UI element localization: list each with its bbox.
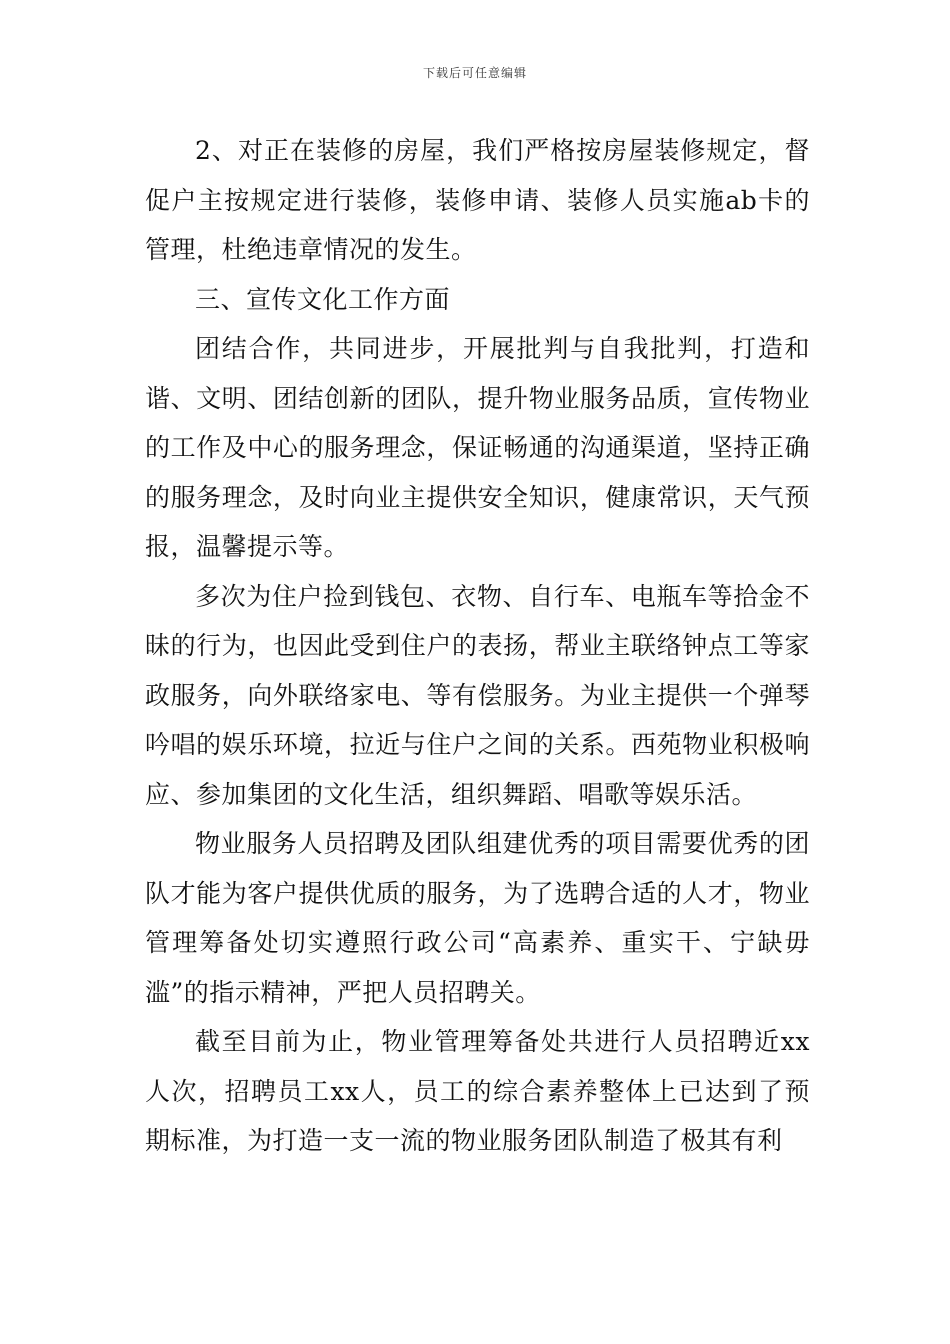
page-header-note: 下载后可任意编辑 <box>422 66 527 80</box>
paragraph-renovation: 2、对正在装修的房屋，我们严格按房屋装修规定，督促户主按规定进行装修，装修申请、装修人员实施ab卡的管理，杜绝违章情况的发生。 <box>145 136 810 264</box>
paragraph-recruitment-progress: 截至目前为止，物业管理筹备处共进行人员招聘近xx人次，招聘员工xx人，员工的综合素养整体上已达到了预期标准，为打造一支一流的物业服务团队制造了极其有利 <box>145 1027 810 1155</box>
section-heading-culture: 三、宣传文化工作方面 <box>195 284 451 314</box>
paragraph-recruitment: 物业服务人员招聘及团队组建优秀的项目需要优秀的团队才能为客户提供优质的服务，为了选聘合适的人才，物业管理筹备处切实遵照行政公司“高素养、重实干、宁缺毋滥”的指示精神，严把人员招聘关。 <box>145 829 810 1007</box>
paragraph-resident-services: 多次为住户捡到钱包、衣物、自行车、电瓶车等拾金不昧的行为，也因此受到住户的表扬，帮业主联络钟点工等家政服务，向外联络家电、等有偿服务。为业主提供一个弹琴吟唱的娱乐环境，拉近与住户之间的关系。西苑物业积极响应、参加集团的文化生活，组织舞蹈、唱歌等娱乐活。 <box>145 581 810 809</box>
paragraph-teamwork: 团结合作，共同进步，开展批判与自我批判，打造和谐、文明、团结创新的团队，提升物业服务品质，宣传物业的工作及中心的服务理念，保证畅通的沟通渠道，坚持正确的服务理念，及时向业主提供安全知识，健康常识，天气预报，温馨提示等。 <box>145 334 810 561</box>
document-body <box>145 126 810 1166</box>
